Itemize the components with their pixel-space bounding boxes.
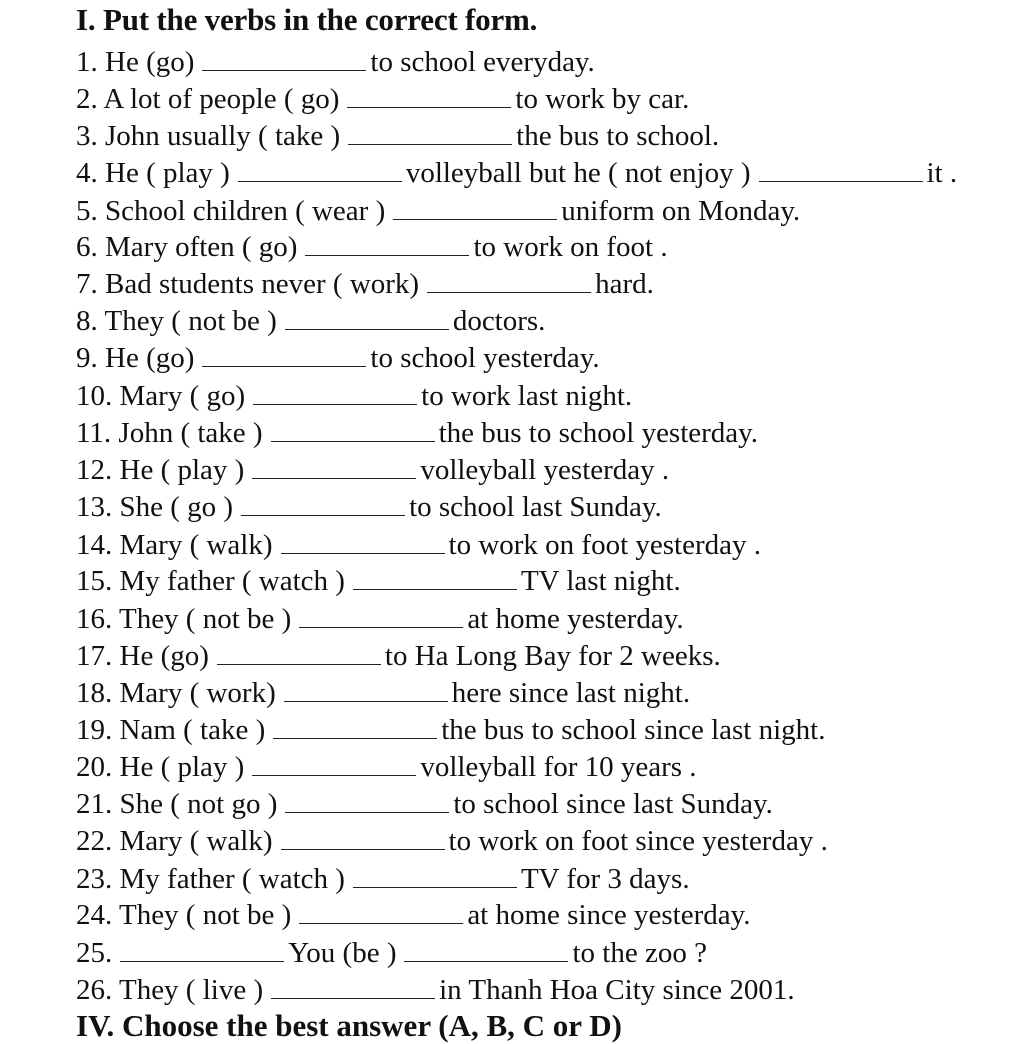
answer-blank[interactable] [271, 974, 435, 999]
exercise-item [76, 489, 662, 525]
exercise-item [76, 193, 800, 229]
item-text: You (be ) [288, 937, 397, 969]
item-prompt: 1. He (go) [76, 46, 195, 78]
item-text: here since last night. [451, 677, 691, 709]
item-text: uniform on Monday. [561, 195, 801, 227]
exercise-item [76, 786, 773, 822]
exercise-item [76, 749, 697, 785]
answer-blank[interactable] [281, 529, 445, 554]
item-text: hard. [595, 268, 654, 300]
item-prompt: 4. He ( play ) [76, 157, 230, 189]
item-prompt: 20. He ( play ) [76, 751, 245, 783]
exercise-item [76, 155, 957, 191]
item-text: volleyball but he ( not enjoy ) [405, 157, 751, 189]
exercise-item [76, 935, 707, 971]
item-text: at home since yesterday. [467, 899, 751, 931]
exercise-item [76, 81, 689, 117]
answer-blank[interactable] [252, 454, 416, 479]
exercise-item [76, 823, 828, 859]
answer-blank[interactable] [285, 305, 449, 330]
item-prompt: 22. Mary ( walk) [76, 825, 273, 857]
answer-blank[interactable] [217, 640, 381, 665]
exercise-item [76, 340, 600, 376]
item-prompt: 24. They ( not be ) [76, 899, 292, 931]
next-section-heading-cutoff: IV. Choose the best answer (A, B, C or D) [76, 1008, 622, 1043]
answer-blank[interactable] [353, 565, 517, 590]
answer-blank[interactable] [353, 863, 517, 888]
exercise-item [76, 229, 668, 265]
item-prompt: 9. He (go) [76, 342, 195, 374]
answer-blank[interactable] [252, 751, 416, 776]
item-prompt: 26. They ( live ) [76, 974, 264, 1006]
item-prompt: 10. Mary ( go) [76, 380, 246, 412]
item-prompt: 21. She ( not go ) [76, 788, 278, 820]
item-text: to Ha Long Bay for 2 weeks. [384, 640, 721, 672]
answer-blank[interactable] [241, 491, 405, 516]
answer-blank[interactable] [348, 120, 512, 145]
item-text: the bus to school since last night. [441, 714, 826, 746]
item-prompt: 3. John usually ( take ) [76, 120, 341, 152]
answer-blank[interactable] [202, 342, 366, 367]
item-text: at home yesterday. [467, 603, 684, 635]
answer-blank[interactable] [759, 157, 923, 182]
item-text: to work on foot yesterday . [448, 529, 762, 561]
answer-blank[interactable] [347, 83, 511, 108]
answer-blank[interactable] [253, 380, 417, 405]
answer-blank[interactable] [202, 46, 366, 71]
answer-blank[interactable] [404, 937, 568, 962]
answer-blank[interactable] [120, 937, 284, 962]
item-text-end: to the zoo ? [572, 937, 707, 969]
exercise-item [76, 266, 654, 302]
answer-blank[interactable] [273, 714, 437, 739]
item-text: TV for 3 days. [520, 863, 690, 895]
item-text: doctors. [452, 305, 546, 337]
answer-blank[interactable] [427, 268, 591, 293]
item-text-end: it . [926, 157, 958, 189]
exercise-item [76, 675, 690, 711]
item-text: to school yesterday. [370, 342, 600, 374]
item-text: to school everyday. [370, 46, 595, 78]
item-text: to work on foot . [473, 231, 668, 263]
answer-blank[interactable] [285, 788, 449, 813]
item-prompt: 7. Bad students never ( work) [76, 268, 420, 300]
item-prompt: 16. They ( not be ) [76, 603, 292, 635]
item-text: to work last night. [421, 380, 633, 412]
exercise-item [76, 897, 751, 933]
exercise-item [76, 638, 721, 674]
item-prompt: 11. John ( take ) [76, 417, 263, 449]
item-text: to school since last Sunday. [453, 788, 773, 820]
exercise-item [76, 415, 758, 451]
item-prompt: 6. Mary often ( go) [76, 231, 298, 263]
item-prompt: 12. He ( play ) [76, 454, 245, 486]
item-prompt: 19. Nam ( take ) [76, 714, 266, 746]
answer-blank[interactable] [305, 231, 469, 256]
answer-blank[interactable] [281, 825, 445, 850]
item-text: to work on foot since yesterday . [448, 825, 828, 857]
item-prompt: 5. School children ( wear ) [76, 195, 386, 227]
exercise-item [76, 527, 761, 563]
item-prompt: 14. Mary ( walk) [76, 529, 273, 561]
answer-blank[interactable] [299, 603, 463, 628]
item-prompt: 8. They ( not be ) [76, 305, 277, 337]
item-prompt: 25. [76, 937, 113, 969]
answer-blank[interactable] [393, 195, 557, 220]
item-prompt: 2. A lot of people ( go) [76, 83, 340, 115]
item-text: the bus to school. [516, 120, 720, 152]
exercise-item [76, 712, 825, 748]
item-prompt: 17. He (go) [76, 640, 209, 672]
answer-blank[interactable] [271, 417, 435, 442]
item-prompt: 23. My father ( watch ) [76, 863, 345, 895]
exercise-item [76, 303, 545, 339]
exercise-item [76, 452, 669, 488]
exercise-item [76, 861, 690, 897]
exercise-item [76, 601, 684, 637]
answer-blank[interactable] [299, 899, 463, 924]
item-text: volleyball yesterday . [420, 454, 670, 486]
exercise-item [76, 44, 595, 80]
exercise-title: I. Put the verbs in the correct form. [76, 2, 538, 37]
item-text: the bus to school yesterday. [438, 417, 759, 449]
item-prompt: 15. My father ( watch ) [76, 565, 345, 597]
item-text: in Thanh Hoa City since 2001. [439, 974, 795, 1006]
item-prompt: 18. Mary ( work) [76, 677, 276, 709]
exercise-item [76, 972, 795, 1008]
item-text: TV last night. [520, 565, 681, 597]
exercise-item [76, 378, 632, 414]
exercise-item [76, 118, 719, 154]
exercise-item [76, 563, 681, 599]
item-text: to work by car. [515, 83, 690, 115]
answer-blank[interactable] [284, 677, 448, 702]
item-text: volleyball for 10 years . [420, 751, 697, 783]
answer-blank[interactable] [238, 157, 402, 182]
item-text: to school last Sunday. [409, 491, 662, 523]
item-prompt: 13. She ( go ) [76, 491, 234, 523]
